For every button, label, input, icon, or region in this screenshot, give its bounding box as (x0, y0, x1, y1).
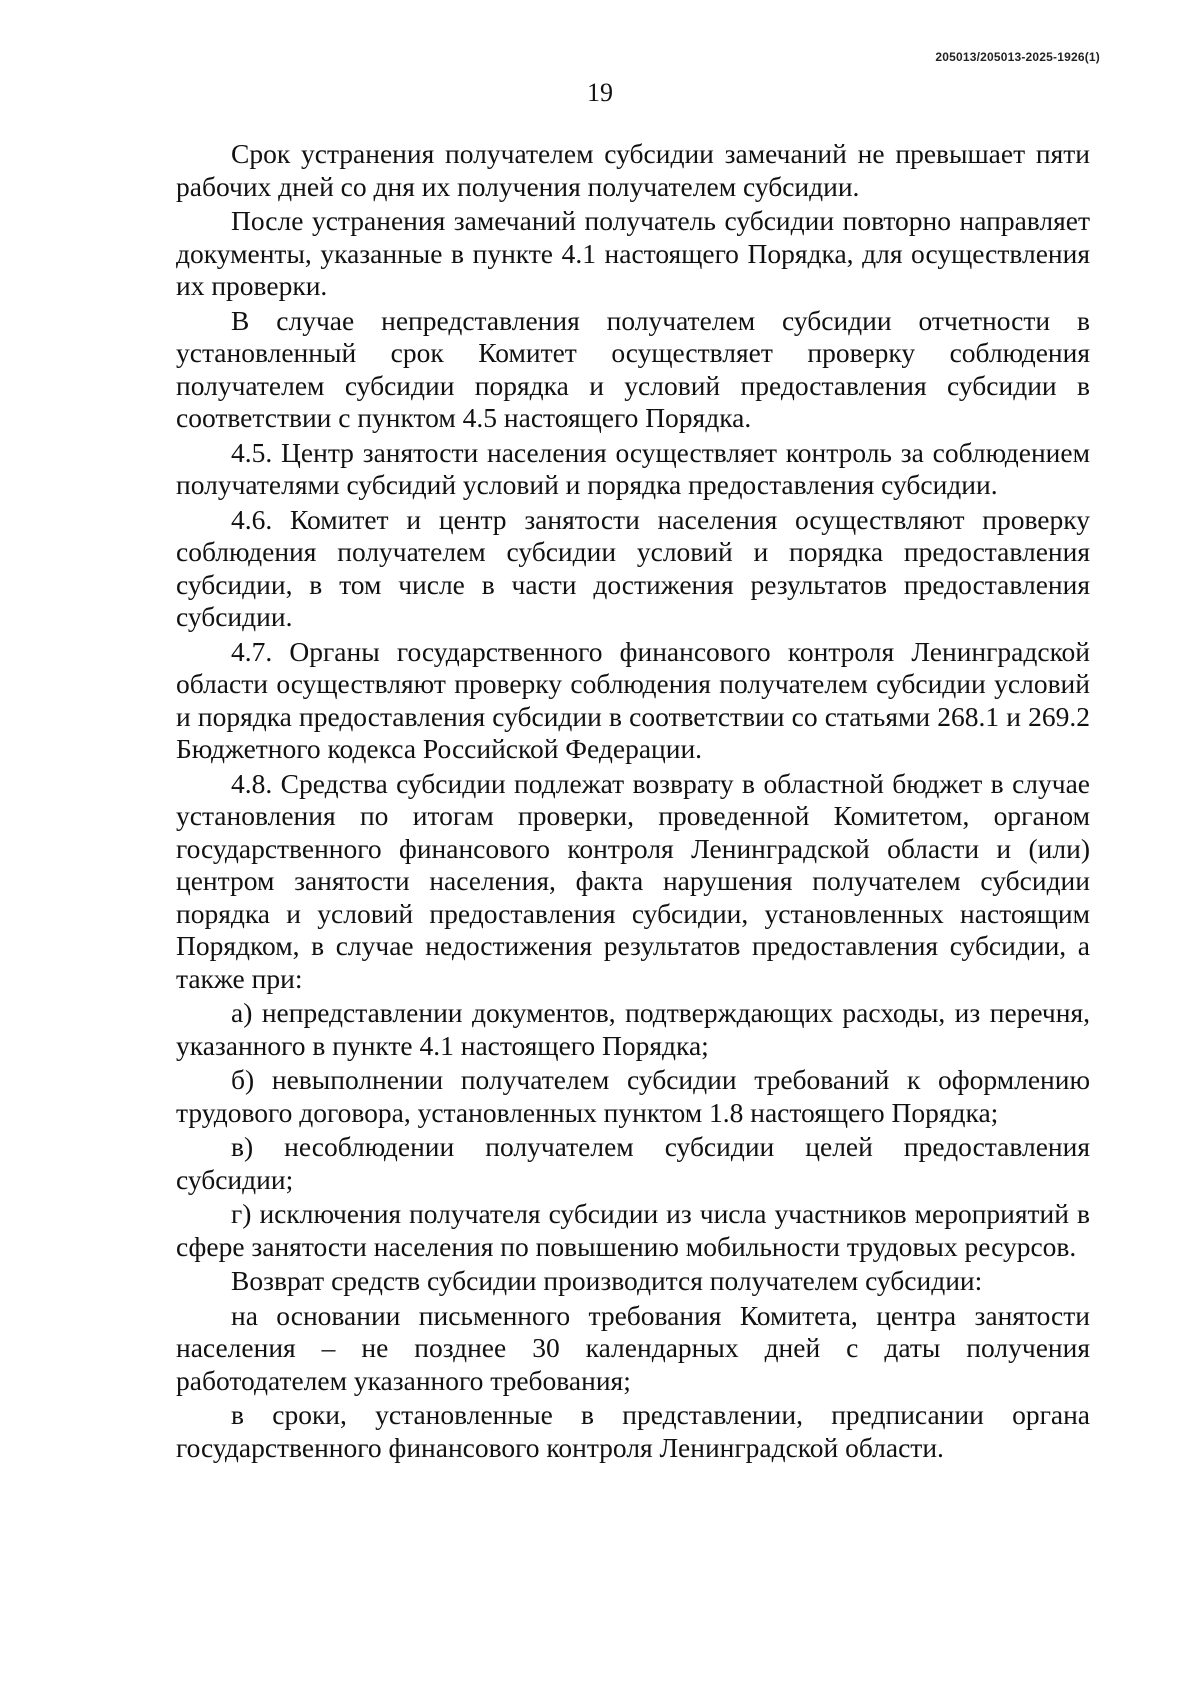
list-item-b: б) невыполнении получателем субсидии требований к оформлению трудового договора, установленных пунктом 1.8 настоящего Порядка; (176, 1064, 1090, 1128)
list-item-a: а) непредставлении документов, подтверждающих расходы, из перечня, указанного в пункте 4.1 настоящего Порядка; (176, 997, 1090, 1061)
paragraph-non-submission-of-reports: В случае непредставления получателем субсидии отчетности в установленный срок Комитет осуществляет проверку соблюдения получателем субсидии порядка и условий предоставления субсидии в соответствии с пунктом 4.5 настоящего Порядка. (176, 304, 1090, 433)
paragraph-deadline-for-corrections: Срок устранения получателем субсидии замечаний не превышает пяти рабочих дней со дня их получения получателем субсидии. (176, 138, 1090, 202)
list-item-v: в) несоблюдении получателем субсидии целей предоставления субсидии; (176, 1131, 1090, 1195)
paragraph-refund-on-demand: на основании письменного требования Комитета, центра занятости населения – не позднее 30 календарных дней с даты получения работодателем указанного требования; (176, 1299, 1090, 1396)
paragraph-4-7: 4.7. Органы государственного финансового контроля Ленинградской области осуществляют проверку соблюдения получателем субсидии условий и порядка предоставления субсидии в соответствии со статьями 268.1 и 269.2 Бюджетного кодекса Российской Федерации. (176, 635, 1090, 764)
paragraph-4-6: 4.6. Комитет и центр занятости населения осуществляют проверку соблюдения получателем субсидии условий и порядка предоставления субсидии, в том числе в части достижения результатов предоставления субсидии. (176, 503, 1090, 632)
list-item-g: г) исключения получателя субсидии из числа участников мероприятий в сфере занятости населения по повышению мобильности трудовых ресурсов. (176, 1198, 1090, 1262)
document-registration-code: 205013/205013-2025-1926(1) (935, 50, 1100, 64)
paragraph-refund-procedure: Возврат средств субсидии производится получателем субсидии: (231, 1265, 983, 1296)
paragraph-refund-by-order: в сроки, установленные в представлении, предписании органа государственного финансового контроля Ленинградской области. (176, 1399, 1090, 1463)
paragraph-resubmission: После устранения замечаний получатель субсидии повторно направляет документы, указанные в пункте 4.1 настоящего Порядка, для осуществления их проверки. (176, 205, 1090, 301)
paragraph-4-5: 4.5. Центр занятости населения осуществляет контроль за соблюдением получателями субсидий условий и порядка предоставления субсидии. (176, 436, 1090, 500)
paragraph-4-8: 4.8. Средства субсидии подлежат возврату в областной бюджет в случае установления по итогам проверки, проведенной Комитетом, органом государственного финансового контроля Ленинградской области и (или) центром занятости населения, факта нарушения получателем субсидии порядка и условий предоставления субсидии, установленных настоящим Порядком, в случае недостижения результатов предоставления субсидии, а также при: (176, 767, 1090, 994)
document-body (176, 138, 1090, 1466)
page-number: 19 (587, 78, 613, 107)
